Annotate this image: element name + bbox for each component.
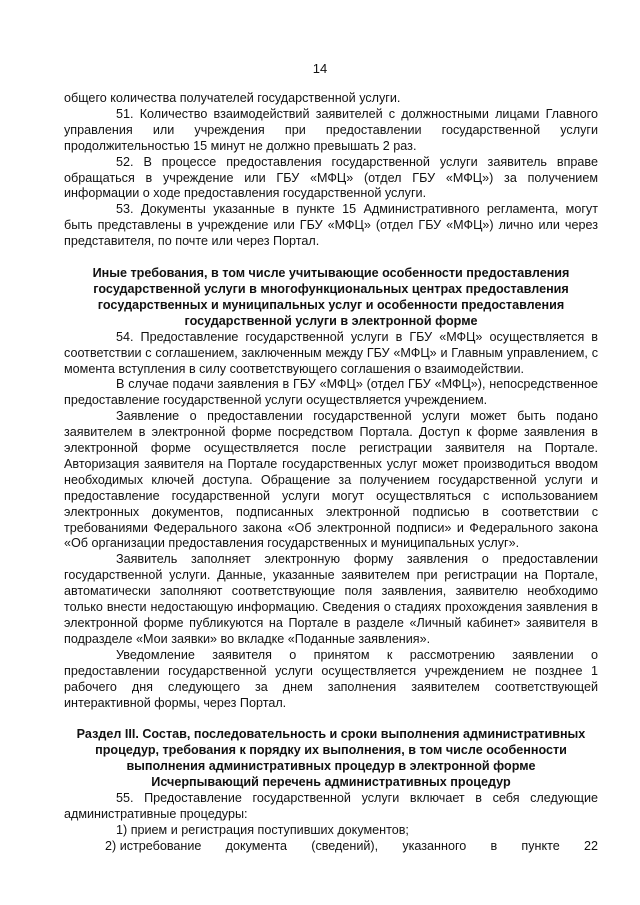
paragraph-54: 54. Предоставление государственной услуги в ГБУ «МФЦ» осуществляется в соответствии с соглашением, заключенным между ГБУ «МФЦ» и Главным управлением, с момента вступления в силу соответствующего соглашения о взаимодействии. <box>64 329 598 376</box>
list-item-2-word: в <box>490 838 498 853</box>
paragraph-54-electronic-form: Заявление о предоставлении государственной услуги может быть подано заявителем в электронной форме посредством Портала. Доступ к форме заявления в электронной форме осуществляется после регистрации заявителя на Портале. Авторизация заявителя на Портале государственных услуг может производиться вводом необходимых ключей доступа. Обращение за получением государственной услуги и предоставление государственной услуги могут осуществляться с использованием электронных документов, подписанных электронной подписью в соответствии с требованиями Федерального закона «Об электронной подписи» и Федерального закона «Об организации предоставления государственных и муниципальных услуг». <box>64 409 598 551</box>
paragraph-54-applicant-fills: Заявитель заполняет электронную форму заявления о предоставлении государственной услуги. Данные, указанные заявителем при регистрации на Портале, автоматически заполняют соответствующие поля заявления, заявителю необходимо только внести недостающую информацию. Сведения о стадиях прохождения заявления в электронной форме публикуются на Портале в разделе «Личный кабинет» заявителя в подразделе «Мои заявки» во вкладке «Поданные заявления». <box>64 552 598 646</box>
paragraph-51: 51. Количество взаимодействий заявителей с должностными лицами Главного управления или учреждения при предоставлении государственной услуги продолжительностью 15 минут не должно превышать 2 раз. <box>64 106 598 153</box>
list-item-2-word: (сведений), <box>311 838 379 853</box>
section-heading-part-3: Раздел III. Состав, последовательность и сроки выполнения административных процедур, требования к порядку их выполнения, в том числе особенности выполнения административных процедур в электронной форме <box>76 727 586 774</box>
page-number: 14 <box>312 61 328 76</box>
subsection-heading-procedures-list: Исчерпывающий перечень административных процедур <box>151 775 511 790</box>
paragraph-52: 52. В процессе предоставления государственной услуги заявитель вправе обращаться в учреждение или ГБУ «МФЦ» (отдел ГБУ «МФЦ») за получением информации о ходе предоставления государственной услуги. <box>64 154 598 201</box>
paragraph-55: 55. Предоставление государственной услуги включает в себя следующие административные процедуры: <box>64 791 598 821</box>
list-item-2-word: документа <box>225 838 288 853</box>
paragraph-53: 53. Документы указанные в пункте 15 Административного регламента, могут быть представлены в учреждение или ГБУ «МФЦ» (отдел ГБУ «МФЦ») лично или через представителя, по почте или через Портал. <box>64 202 598 249</box>
paragraph-54-mfc-submission: В случае подачи заявления в ГБУ «МФЦ» (отдел ГБУ «МФЦ»), непосредственное предоставление государственной услуги осуществляется учреждением. <box>64 377 598 408</box>
section-heading-other-requirements: Иные требования, в том числе учитывающие особенности предоставления государственной услуги в многофункциональных центрах предоставления государственных и муниципальных услуг и особенности предоставления государственной услуги в электронной форме <box>92 266 570 328</box>
paragraph-continuation: общего количества получателей государственной услуги. <box>64 91 401 105</box>
list-item-2 <box>64 839 598 855</box>
list-item-2-word: 22 <box>583 838 598 853</box>
list-item-1: 1) прием и регистрация поступивших документов; <box>116 822 409 837</box>
list-item-2-word: пункте <box>521 838 560 853</box>
paragraph-54-notification: Уведомление заявителя о принятом к рассмотрению заявлении о предоставлении государственной услуги осуществляется учреждением не позднее 1 рабочего дня следующего за днем заполнения заявителем соответствующей интерактивной формы, через Портал. <box>64 647 598 710</box>
document-body <box>64 91 598 855</box>
list-item-2-word: 2) истребование <box>105 838 202 853</box>
list-item-2-word: указанного <box>402 838 467 853</box>
